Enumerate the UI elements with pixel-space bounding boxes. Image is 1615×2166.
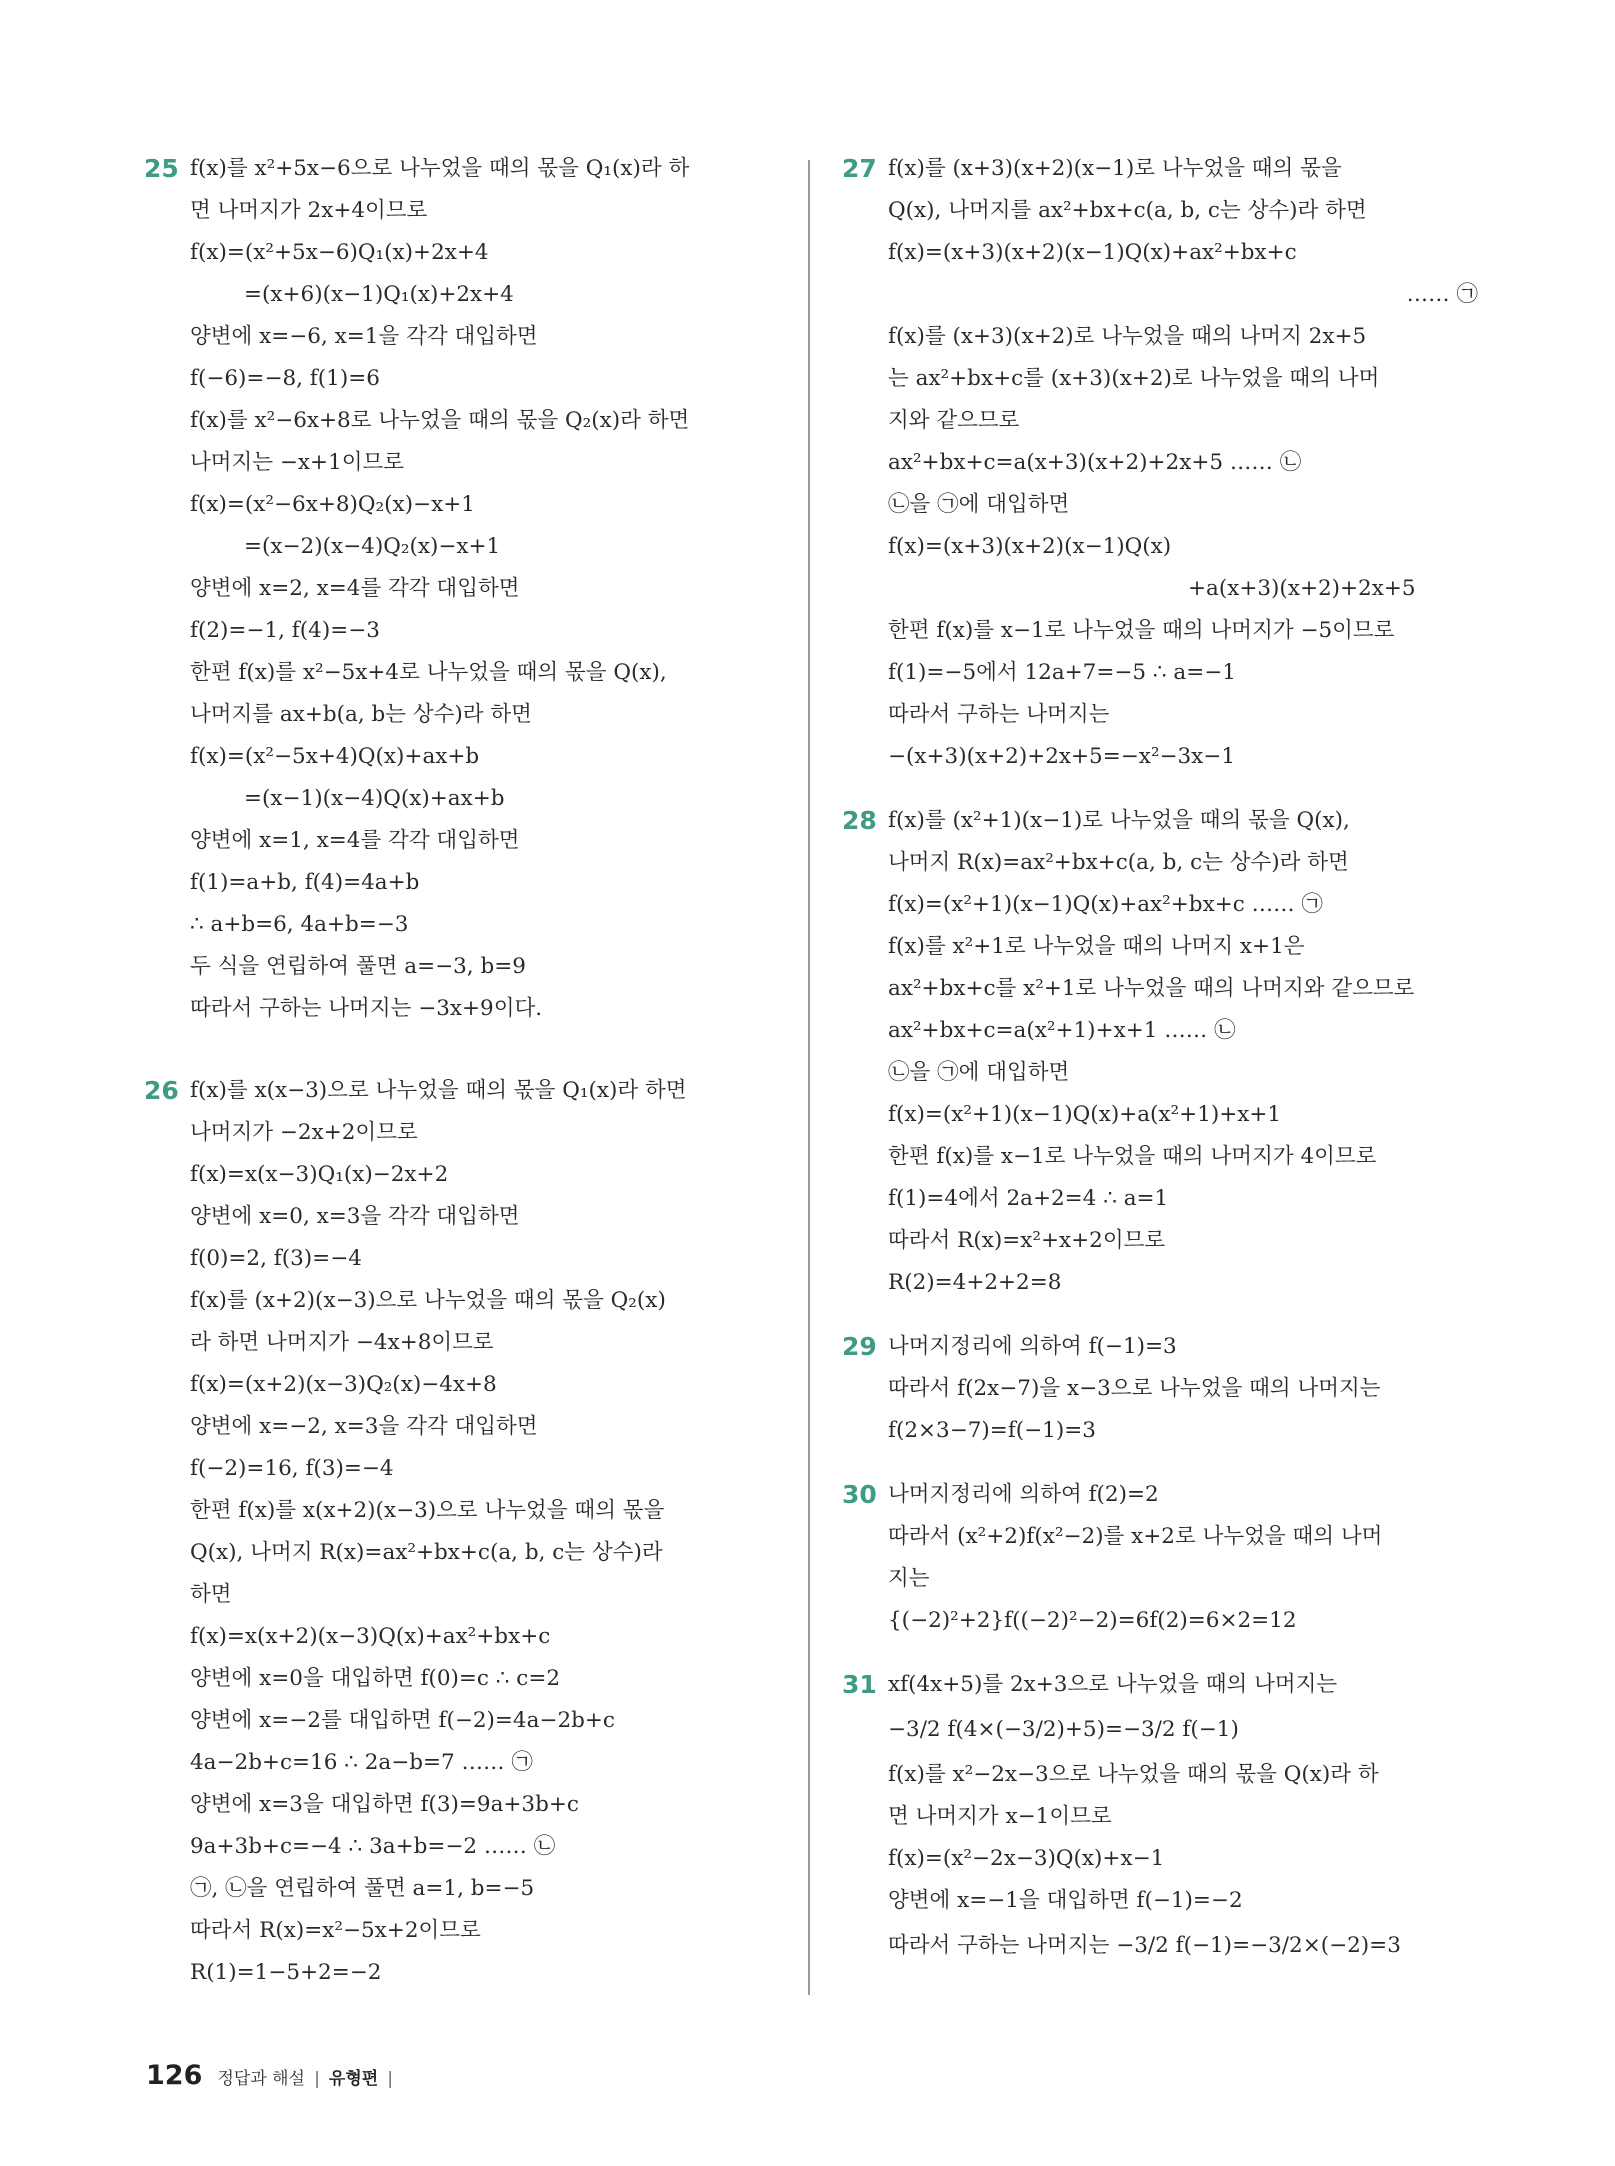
solution-line: =(x−2)(x−4)Q₂(x)−x+1 bbox=[244, 534, 501, 559]
solution-line: f(x)=x(x+2)(x−3)Q(x)+ax²+bx+c bbox=[190, 1624, 551, 1649]
solution-line: 양변에 x=−6, x=1을 각각 대입하면 bbox=[190, 324, 538, 349]
solution-line: f(−6)=−8, f(1)=6 bbox=[190, 366, 380, 391]
solution-line: f(x)=(x+3)(x+2)(x−1)Q(x) bbox=[888, 534, 1172, 559]
solution-line: …… ㉠ bbox=[1406, 282, 1478, 307]
solution-line: 면 나머지가 x−1이므로 bbox=[888, 1804, 1112, 1829]
solution-line: 나머지를 ax+b(a, b는 상수)라 하면 bbox=[190, 702, 532, 727]
page-footer bbox=[146, 2060, 397, 2091]
solution-line: ㉡을 ㉠에 대입하면 bbox=[888, 492, 1070, 517]
solution-line: f(x)=(x²+1)(x−1)Q(x)+ax²+bx+c …… ㉠ bbox=[888, 892, 1323, 917]
problem-30 bbox=[844, 1474, 1484, 1642]
solution-line: −(x+3)(x+2)+2x+5=−x²−3x−1 bbox=[888, 744, 1236, 769]
column-divider bbox=[808, 160, 810, 1995]
problem-29 bbox=[844, 1326, 1484, 1452]
solution-line: 지와 같으므로 bbox=[888, 408, 1020, 433]
solution-line: 따라서 (x²+2)f(x²−2)를 x+2로 나누었을 때의 나머 bbox=[888, 1524, 1383, 1549]
solution-line: ∴ a+b=6, 4a+b=−3 bbox=[190, 912, 409, 937]
problem-number: 31 bbox=[842, 1670, 877, 1699]
solution-line: f(1)=4에서 2a+2=4 ∴ a=1 bbox=[888, 1186, 1169, 1211]
solution-line: f(x)=(x²+5x−6)Q₁(x)+2x+4 bbox=[190, 240, 489, 265]
solution-line: f(x)를 (x+2)(x−3)으로 나누었을 때의 몫을 Q₂(x) bbox=[190, 1288, 666, 1313]
solution-line: f(x)=x(x−3)Q₁(x)−2x+2 bbox=[190, 1162, 449, 1187]
solution-line: 면 나머지가 2x+4이므로 bbox=[190, 198, 428, 223]
solution-line: 라 하면 나머지가 −4x+8이므로 bbox=[190, 1330, 494, 1355]
solution-line: f(2×3−7)=f(−1)=3 bbox=[888, 1418, 1096, 1443]
problem-27 bbox=[844, 148, 1484, 778]
solution-line: 한편 f(x)를 x−1로 나누었을 때의 나머지가 4이므로 bbox=[888, 1144, 1377, 1169]
solution-line: f(x)를 x(x−3)으로 나누었을 때의 몫을 Q₁(x)라 하면 bbox=[190, 1078, 687, 1103]
footer-section: 유형편 bbox=[328, 2069, 379, 2089]
solution-line: f(x)를 x²+1로 나누었을 때의 나머지 x+1은 bbox=[888, 934, 1305, 959]
solution-line: 나머지정리에 의하여 f(−1)=3 bbox=[888, 1334, 1177, 1359]
problem-25 bbox=[146, 148, 776, 1030]
solution-line: 따라서 구하는 나머지는 −3/2 f(−1)=−3/2×(−2)=3 bbox=[888, 1933, 1401, 1958]
problem-number: 27 bbox=[842, 154, 877, 183]
solution-line: 따라서 구하는 나머지는 −3x+9이다. bbox=[190, 996, 543, 1021]
solution-line: =(x−1)(x−4)Q(x)+ax+b bbox=[244, 786, 505, 811]
solution-line: 한편 f(x)를 x−1로 나누었을 때의 나머지가 −5이므로 bbox=[888, 618, 1395, 643]
solution-line: xf(4x+5)를 2x+3으로 나누었을 때의 나머지는 bbox=[888, 1672, 1338, 1697]
solution-line: 는 ax²+bx+c를 (x+3)(x+2)로 나누었을 때의 나머 bbox=[888, 366, 1380, 391]
solution-line: 양변에 x=0을 대입하면 f(0)=c ∴ c=2 bbox=[190, 1666, 561, 1691]
solution-line: Q(x), 나머지 R(x)=ax²+bx+c(a, b, c는 상수)라 bbox=[190, 1540, 663, 1565]
solution-line: f(x)=(x²−2x−3)Q(x)+x−1 bbox=[888, 1846, 1165, 1871]
left-column bbox=[146, 148, 776, 1994]
solution-line: f(−2)=16, f(3)=−4 bbox=[190, 1456, 394, 1481]
solution-line: +a(x+3)(x+2)+2x+5 bbox=[1188, 576, 1416, 601]
solution-line: f(x)=(x²−5x+4)Q(x)+ax+b bbox=[190, 744, 480, 769]
problem-31 bbox=[844, 1664, 1484, 1970]
footer-separator: | bbox=[314, 2069, 320, 2089]
solution-line: 지는 bbox=[888, 1566, 930, 1591]
problem-number: 26 bbox=[144, 1076, 179, 1105]
solution-line: f(1)=−5에서 12a+7=−5 ∴ a=−1 bbox=[888, 660, 1236, 685]
right-column bbox=[844, 148, 1484, 1970]
solution-line: f(2)=−1, f(4)=−3 bbox=[190, 618, 380, 643]
solution-line: 따라서 R(x)=x²−5x+2이므로 bbox=[190, 1918, 481, 1943]
solution-line: f(x)를 (x²+1)(x−1)로 나누었을 때의 몫을 Q(x), bbox=[888, 808, 1350, 833]
solution-line: f(x)=(x²+1)(x−1)Q(x)+a(x²+1)+x+1 bbox=[888, 1102, 1282, 1127]
solution-line: ax²+bx+c=a(x+3)(x+2)+2x+5 …… ㉡ bbox=[888, 450, 1302, 475]
solution-line: 나머지가 −2x+2이므로 bbox=[190, 1120, 418, 1145]
solution-line: 양변에 x=1, x=4를 각각 대입하면 bbox=[190, 828, 520, 853]
problem-number: 30 bbox=[842, 1480, 877, 1509]
solution-line: ax²+bx+c를 x²+1로 나누었을 때의 나머지와 같으므로 bbox=[888, 976, 1415, 1001]
solution-line: 9a+3b+c=−4 ∴ 3a+b=−2 …… ㉡ bbox=[190, 1834, 556, 1859]
solution-line: ㉠, ㉡을 연립하여 풀면 a=1, b=−5 bbox=[190, 1876, 535, 1901]
solution-line: 따라서 f(2x−7)을 x−3으로 나누었을 때의 나머지는 bbox=[888, 1376, 1381, 1401]
solution-line: 나머지 R(x)=ax²+bx+c(a, b, c는 상수)라 하면 bbox=[888, 850, 1349, 875]
solution-line: 양변에 x=0, x=3을 각각 대입하면 bbox=[190, 1204, 520, 1229]
solution-line: 따라서 R(x)=x²+x+2이므로 bbox=[888, 1228, 1166, 1253]
solution-line: f(x)를 x²−2x−3으로 나누었을 때의 몫을 Q(x)라 하 bbox=[888, 1762, 1379, 1787]
solution-line: 양변에 x=−2, x=3을 각각 대입하면 bbox=[190, 1414, 538, 1439]
solution-line: ax²+bx+c=a(x²+1)+x+1 …… ㉡ bbox=[888, 1018, 1236, 1043]
solution-line: R(1)=1−5+2=−2 bbox=[190, 1960, 382, 1985]
solution-line: ㉡을 ㉠에 대입하면 bbox=[888, 1060, 1070, 1085]
solution-line: f(x)=(x²−6x+8)Q₂(x)−x+1 bbox=[190, 492, 475, 517]
solution-line: f(x)=(x+3)(x+2)(x−1)Q(x)+ax²+bx+c bbox=[888, 240, 1297, 265]
solution-line: f(1)=a+b, f(4)=4a+b bbox=[190, 870, 420, 895]
solution-line: Q(x), 나머지를 ax²+bx+c(a, b, c는 상수)라 하면 bbox=[888, 198, 1367, 223]
solution-line: f(0)=2, f(3)=−4 bbox=[190, 1246, 362, 1271]
solution-line: =(x+6)(x−1)Q₁(x)+2x+4 bbox=[244, 282, 514, 307]
problem-number: 25 bbox=[144, 154, 179, 183]
footer-title: 정답과 해설 bbox=[217, 2069, 305, 2089]
solution-line: 나머지정리에 의하여 f(2)=2 bbox=[888, 1482, 1159, 1507]
problem-number: 29 bbox=[842, 1332, 877, 1361]
solution-line: 나머지는 −x+1이므로 bbox=[190, 450, 405, 475]
solution-line: f(x)를 x²+5x−6으로 나누었을 때의 몫을 Q₁(x)라 하 bbox=[190, 156, 690, 181]
page-number: 126 bbox=[146, 2060, 203, 2091]
solution-line: R(2)=4+2+2=8 bbox=[888, 1270, 1062, 1295]
solution-line: 양변에 x=−1을 대입하면 f(−1)=−2 bbox=[888, 1888, 1243, 1913]
solution-line: 4a−2b+c=16 ∴ 2a−b=7 …… ㉠ bbox=[190, 1750, 533, 1775]
solution-line: 양변에 x=−2를 대입하면 f(−2)=4a−2b+c bbox=[190, 1708, 615, 1733]
footer-separator-end: | bbox=[387, 2069, 394, 2089]
solution-line: 한편 f(x)를 x²−5x+4로 나누었을 때의 몫을 Q(x), bbox=[190, 660, 667, 685]
solution-line: 하면 bbox=[190, 1582, 232, 1607]
problem-28 bbox=[844, 800, 1484, 1304]
solution-line: 한편 f(x)를 x(x+2)(x−3)으로 나누었을 때의 몫을 bbox=[190, 1498, 665, 1523]
solution-line: −3/2 f(4×(−3/2)+5)=−3/2 f(−1) bbox=[888, 1717, 1239, 1742]
solution-line: 양변에 x=3을 대입하면 f(3)=9a+3b+c bbox=[190, 1792, 579, 1817]
solution-line: {(−2)²+2}f((−2)²−2)=6f(2)=6×2=12 bbox=[888, 1608, 1297, 1633]
solution-line: 양변에 x=2, x=4를 각각 대입하면 bbox=[190, 576, 520, 601]
solution-line: f(x)를 (x+3)(x+2)로 나누었을 때의 나머지 2x+5 bbox=[888, 324, 1367, 349]
solution-line: f(x)를 (x+3)(x+2)(x−1)로 나누었을 때의 몫을 bbox=[888, 156, 1342, 181]
problem-26 bbox=[146, 1070, 776, 1994]
solution-line: 두 식을 연립하여 풀면 a=−3, b=9 bbox=[190, 954, 526, 979]
problem-number: 28 bbox=[842, 806, 877, 835]
solution-line: f(x)=(x+2)(x−3)Q₂(x)−4x+8 bbox=[190, 1372, 497, 1397]
solution-line: f(x)를 x²−6x+8로 나누었을 때의 몫을 Q₂(x)라 하면 bbox=[190, 408, 690, 433]
solution-line: 따라서 구하는 나머지는 bbox=[888, 702, 1110, 727]
